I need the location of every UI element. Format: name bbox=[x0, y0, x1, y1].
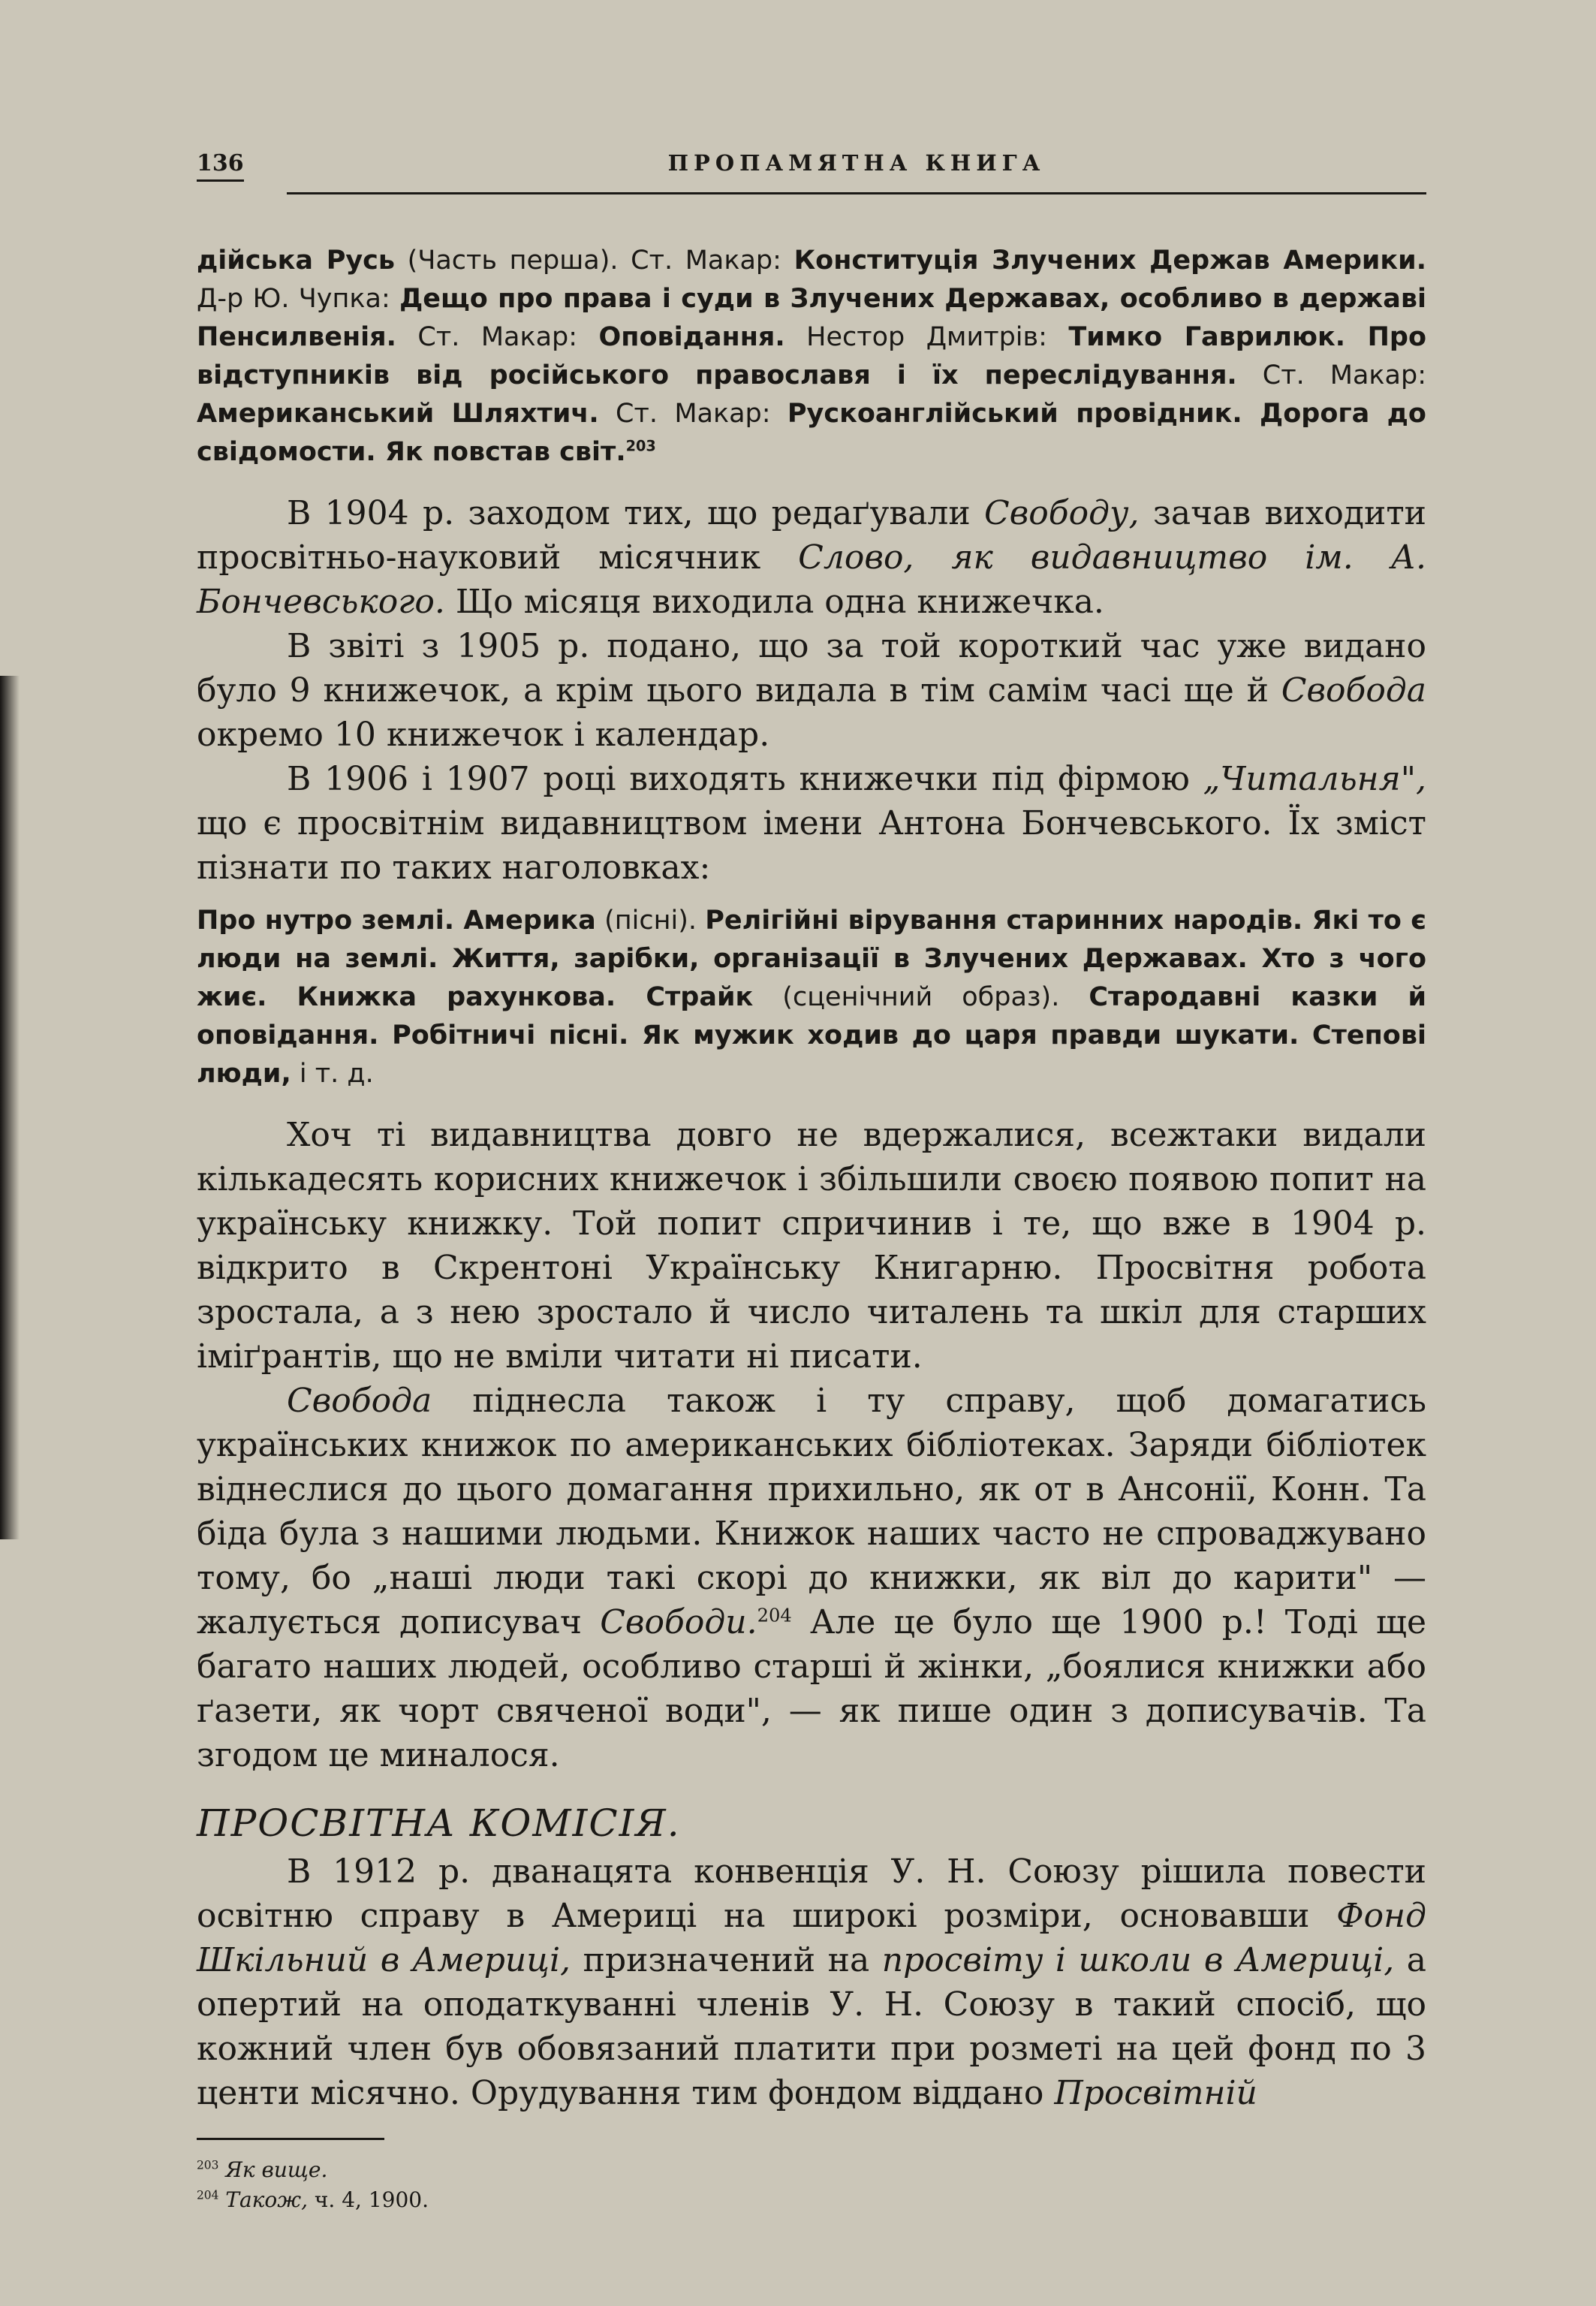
body-text bbox=[197, 242, 1426, 2215]
list-title: Конституція Злучених Держав Америки. bbox=[793, 246, 1426, 276]
list-text: Ст. Макар: bbox=[598, 399, 787, 429]
paragraph-text: призначений на bbox=[571, 1941, 882, 1979]
book-page bbox=[180, 135, 1427, 2212]
footnote-203 bbox=[197, 2155, 1426, 2185]
footnote-rule bbox=[197, 2138, 384, 2140]
paragraph-text: а опертий на оподаткуванні членів У. Н. Союзу в такий спосіб, що кожний член був обовязаний платити при розметі на цей фонд по 3 центи місячно. Орудування тим фондом віддано bbox=[197, 1941, 1427, 2112]
footnote-ref-203: 203 bbox=[625, 437, 656, 455]
footnote-text: ч. 4, 1900. bbox=[307, 2187, 429, 2212]
page-edge-shadow bbox=[0, 676, 20, 1539]
italic-text: Просвітній bbox=[1054, 2074, 1257, 2112]
publication-list-2 bbox=[197, 902, 1426, 1093]
list-title: Оповідання. bbox=[598, 322, 785, 352]
list-text: і т. д. bbox=[291, 1059, 374, 1089]
list-text: Нестор Дмитрів: bbox=[784, 322, 1069, 352]
paragraph-text: окремо 10 книжечок і календар. bbox=[197, 716, 770, 754]
list-title: Стародавні казки й оповідання. Робітничі пісні. Як мужик ходив до царя правди шукати. Степові люди, bbox=[197, 982, 1426, 1089]
paragraph-text: Що місяця виходила одна книжечка. bbox=[444, 583, 1104, 621]
paragraph-1912 bbox=[197, 1849, 1426, 2115]
footnote-text: Як вище. bbox=[225, 2157, 328, 2182]
paragraph-text: Хоч ті видавництва довго не вдержалися, всежтаки видали кількадесять корисних книжечок і збільшили своєю появою попит на українську книжку. Той попит спричинив і те, що вже в 1904 р. відкрито в Скрентоні Українську Книгарню. Просвітня робота зростала, а з нею зростало й число читалень та шкіл для старших іміґрантів, що не вміли читати ні писати. bbox=[197, 1116, 1426, 1376]
list-title: Тимко Гаврилюк. Про відступників від російського православя і їх переслідування. bbox=[197, 322, 1426, 390]
list-text: (пісні). bbox=[595, 906, 706, 936]
paragraph-text: піднесла також і ту справу, щоб домагатись українських книжок по американських бібліотеках. Заряди бібліотек віднеслися до цього домагання прихильно, як от в Ансонії, Конн. Та біда була з нашими людьми. Книжок наших часто не спроваджувано тому, бо „наші люди такі скорі до книжки, як віл до карити" — жалується дописувач bbox=[197, 1382, 1426, 1641]
list-title: дійська Русь bbox=[197, 246, 396, 276]
list-title: Релігійні вірування старинних народів. Які то є люди на землі. Життя, зарібки, організації в Злучених Державах. Хто з чого жиє. Книжка рахункова. Страйк bbox=[197, 906, 1426, 1012]
paragraph-text: В 1912 р. дванацята конвенція У. Н. Союзу рішила повести освітню справу в Америці на широкі розміри, основавши bbox=[197, 1852, 1426, 1935]
italic-text: просвіту і школи в Америці, bbox=[881, 1941, 1395, 1979]
paragraph-text: Але це було ще 1900 р.! Тоді ще багато наших людей, особливо старші й жінки, „боялися книжки або ґазети, як чорт свяченої води", — як пише один з дописувачів. Та згодом це миналося. bbox=[197, 1603, 1426, 1774]
list-title: Дещо про права і суди в Злучених Державах, особливо в державі Пенсилвенія. bbox=[197, 284, 1426, 352]
italic-text: „Читальня", bbox=[1203, 760, 1426, 798]
paragraph-libraries bbox=[197, 1379, 1426, 1777]
page-header bbox=[197, 150, 1426, 195]
list-text: Д-р Ю. Чупка: bbox=[197, 284, 400, 314]
footnote-number: 204 bbox=[197, 2188, 219, 2202]
section-heading: ПРОСВІТНА КОМІСІЯ. bbox=[197, 1801, 681, 1845]
paragraph-text: що є просвітнім видавництвом імени Антона Бончевського. Їх зміст пізнати по таких наголовках: bbox=[197, 804, 1426, 887]
list-title: Рускоанглійський провідник. Дорога до свідомости. Як повстав світ. bbox=[197, 399, 1426, 467]
header-rule bbox=[287, 192, 1426, 194]
running-title: ПРОПАМЯТНА КНИГА bbox=[667, 150, 1046, 176]
italic-text: Свобода bbox=[1281, 671, 1426, 710]
page-number: 136 bbox=[197, 150, 244, 182]
italic-text: Свободу, bbox=[983, 494, 1140, 532]
footnote-number: 203 bbox=[197, 2158, 219, 2172]
paragraph-text: В звіті з 1905 р. подано, що за той короткий час уже видано було 9 книжечок, а крім цього видала в тім самім часі ще й bbox=[197, 627, 1426, 710]
paragraph-text: В 1904 р. заходом тих, що редаґували bbox=[287, 494, 984, 532]
paragraph-1906 bbox=[197, 757, 1426, 890]
italic-text: Слово, bbox=[798, 538, 914, 577]
list-title: Про нутро землі. Америка bbox=[197, 906, 596, 936]
list-text: (Часть перша). Ст. Макар: bbox=[395, 246, 794, 276]
list-text: Ст. Макар: bbox=[1236, 360, 1426, 390]
italic-text: як видавництво ім. А. Бончевського. bbox=[197, 538, 1426, 621]
list-text: (сценічний образ). bbox=[753, 982, 1089, 1012]
paragraph-text: зачав виходити просвітньо-науковий місячник bbox=[197, 494, 1426, 577]
footnote-text-italic: Також, bbox=[225, 2187, 308, 2212]
list-text: Ст. Макар: bbox=[396, 322, 599, 352]
footnote-204 bbox=[197, 2185, 1426, 2215]
paragraph-bookstore bbox=[197, 1113, 1426, 1379]
italic-text: Свободи. bbox=[600, 1603, 757, 1641]
list-title: Американський Шляхтич. bbox=[197, 399, 599, 429]
footnote-ref-204: 204 bbox=[757, 1605, 792, 1626]
paragraph-1904 bbox=[197, 491, 1426, 624]
italic-text: Свобода bbox=[287, 1382, 432, 1420]
paragraph-text: В 1906 і 1907 році виходять книжечки під фірмою bbox=[287, 760, 1203, 798]
paragraph-text bbox=[914, 538, 951, 577]
paragraph-1905 bbox=[197, 624, 1426, 757]
italic-text: Фонд Шкільний в Америці, bbox=[197, 1897, 1426, 1979]
publication-list-1 bbox=[197, 242, 1426, 472]
